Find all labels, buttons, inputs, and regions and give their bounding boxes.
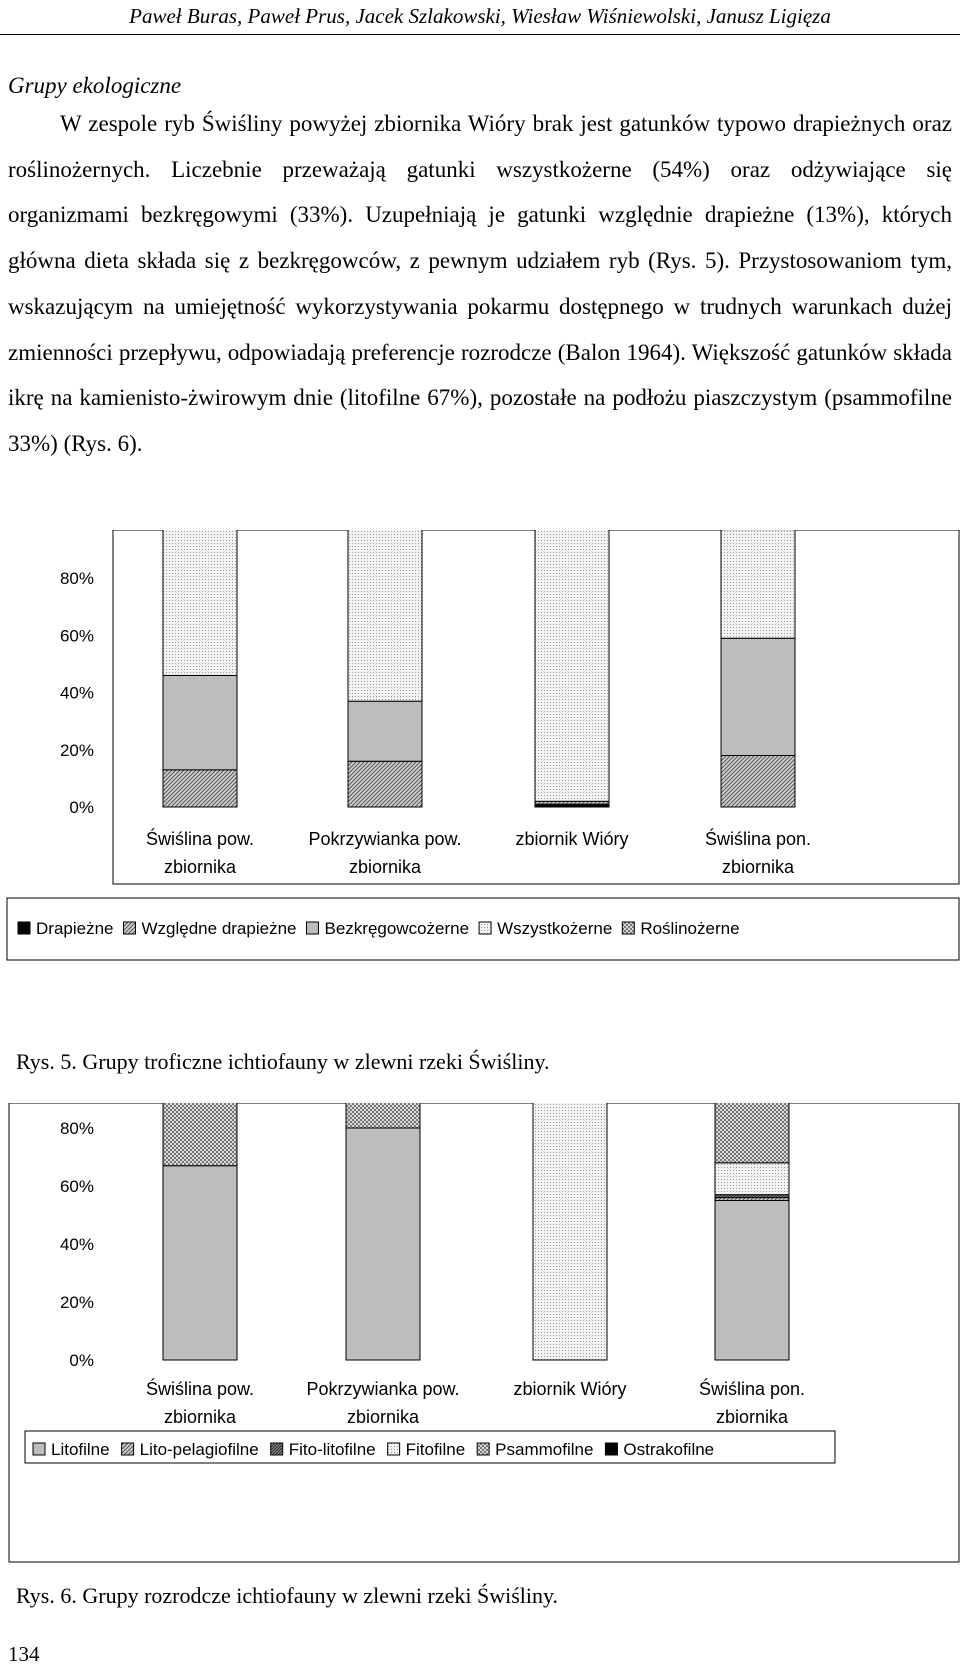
legend-label: Ostrakofilne	[623, 1440, 715, 1459]
y-tick-label	[51, 530, 94, 531]
header-rule	[0, 34, 960, 35]
bar-segment	[721, 756, 795, 807]
x-tick-label: zbiornika	[721, 857, 795, 877]
bar-segment	[163, 770, 237, 807]
legend-swatch	[477, 1443, 489, 1455]
x-tick-label: Świślina pon.	[698, 1379, 806, 1399]
legend-swatch	[18, 922, 30, 934]
legend-label: Względne drapieżne	[141, 919, 297, 938]
bar-segment	[715, 1103, 789, 1163]
bar-segment	[533, 1103, 607, 1360]
legend-swatch	[479, 922, 491, 934]
y-tick-label: 80%	[59, 1119, 94, 1138]
x-tick-label: zbiornika	[163, 857, 237, 877]
legend-label: Roślinożerne	[640, 919, 740, 938]
page-number: 134	[8, 1642, 40, 1666]
legend-swatch	[605, 1443, 617, 1455]
legend-swatch	[622, 922, 634, 934]
x-tick-label: Świślina pow.	[145, 1379, 255, 1399]
legend-label: Litofilne	[51, 1440, 110, 1459]
x-tick-label: zbiornik Wióry	[513, 1379, 627, 1399]
x-tick-label: Świślina pow.	[145, 829, 255, 849]
bar-segment	[163, 530, 237, 675]
legend-label: Psammofilne	[495, 1440, 594, 1459]
x-tick-label: Pokrzywianka pow.	[308, 829, 462, 849]
x-tick-label: zbiornika	[348, 857, 422, 877]
bar-segment	[348, 701, 422, 761]
bar-segment	[163, 1166, 237, 1360]
legend-swatch	[306, 922, 318, 934]
legend-label: Fito-litofilne	[288, 1440, 376, 1459]
body-paragraph: W zespole ryb Świśliny powyżej zbiornika Wióry brak jest gatunków typowo drapieżnych oraz roślinożernych. Liczebnie przeważają gatunki wszystkożerne (54%) oraz odżywiające się organizmami bezkręgowymi (33%). Uzupełniają je gatunki względnie drapieżne (13%), których główna dieta składa się z bezkręgowców, z pewnym udziałem ryb (Rys. 5). Przystosowaniom tym, wskazującym na umiejętność wykorzystywania pokarmu dostępnego w trudnych warunkach dużej zmienności przepływu, odpowiadają preferencje rozrodcze (Balon 1964). Większość gatunków składa ikrę na kamienisto-żwirowym dnie (litofilne 67%), pozostałe na podłożu piaszczystym (psammofilne 33%) (Rys. 6).	[8, 111, 952, 456]
bar-segment	[715, 1201, 789, 1361]
figure2-caption: Rys. 6. Grupy rozrodcze ichtiofauny w zlewni rzeki Świśliny.	[16, 1583, 559, 1608]
x-tick-label: zbiornika	[163, 1407, 237, 1427]
y-tick-label: 80%	[59, 569, 94, 589]
chart-frame	[9, 1103, 959, 1562]
bar-segment	[163, 1103, 237, 1166]
legend-swatch	[33, 1443, 45, 1455]
legend-swatch	[388, 1443, 400, 1455]
y-tick-label: 20%	[59, 740, 94, 760]
chart-reproductive-groups	[0, 1103, 960, 1623]
x-tick-label: Świślina pon.	[704, 829, 812, 849]
x-tick-label: zbiornika	[715, 1407, 789, 1427]
figure1-caption: Rys. 5. Grupy troficzne ichtiofauny w zlewni rzeki Świśliny.	[16, 1049, 550, 1074]
y-tick-label: 60%	[59, 626, 94, 646]
figure-trophic-groups	[0, 530, 960, 1030]
bar-segment	[346, 1103, 420, 1128]
x-tick-label: zbiornik Wióry	[515, 829, 629, 849]
legend-swatch	[271, 1443, 283, 1455]
section-title: Grupy ekologiczne	[8, 73, 182, 98]
x-tick-label: zbiornika	[346, 1407, 420, 1427]
bar-segment	[163, 675, 237, 769]
figure-reproductive-groups	[0, 1103, 960, 1623]
legend-label: Drapieżne	[36, 919, 114, 938]
x-tick-label: Pokrzywianka pow.	[306, 1379, 460, 1399]
legend-swatch	[122, 1443, 134, 1455]
y-tick-label: 40%	[59, 1235, 94, 1254]
running-header: Paweł Buras, Paweł Prus, Jacek Szlakowski, Wiesław Wiśniewolski, Janusz Ligięza	[129, 4, 831, 28]
bar-segment	[346, 1128, 420, 1360]
bar-segment	[721, 530, 795, 638]
legend-label: Fitofilne	[405, 1440, 466, 1459]
bar-segment	[535, 530, 609, 801]
legend-label: Lito-pelagiofilne	[139, 1440, 259, 1459]
bar-segment	[348, 761, 422, 807]
y-tick-label: 0%	[69, 798, 94, 817]
legend-label: Wszystkożerne	[497, 919, 613, 938]
legend-label: Bezkręgowcożerne	[324, 919, 470, 938]
bar-segment	[348, 530, 422, 701]
bar-segment	[721, 638, 795, 755]
chart-trophic-groups	[0, 530, 960, 1030]
y-tick-label: 20%	[59, 1293, 94, 1312]
bar-segment	[715, 1163, 789, 1195]
y-tick-label: 0%	[69, 1351, 94, 1370]
y-tick-label: 40%	[59, 683, 94, 703]
y-tick-label: 60%	[59, 1177, 94, 1196]
legend-swatch	[124, 922, 136, 934]
